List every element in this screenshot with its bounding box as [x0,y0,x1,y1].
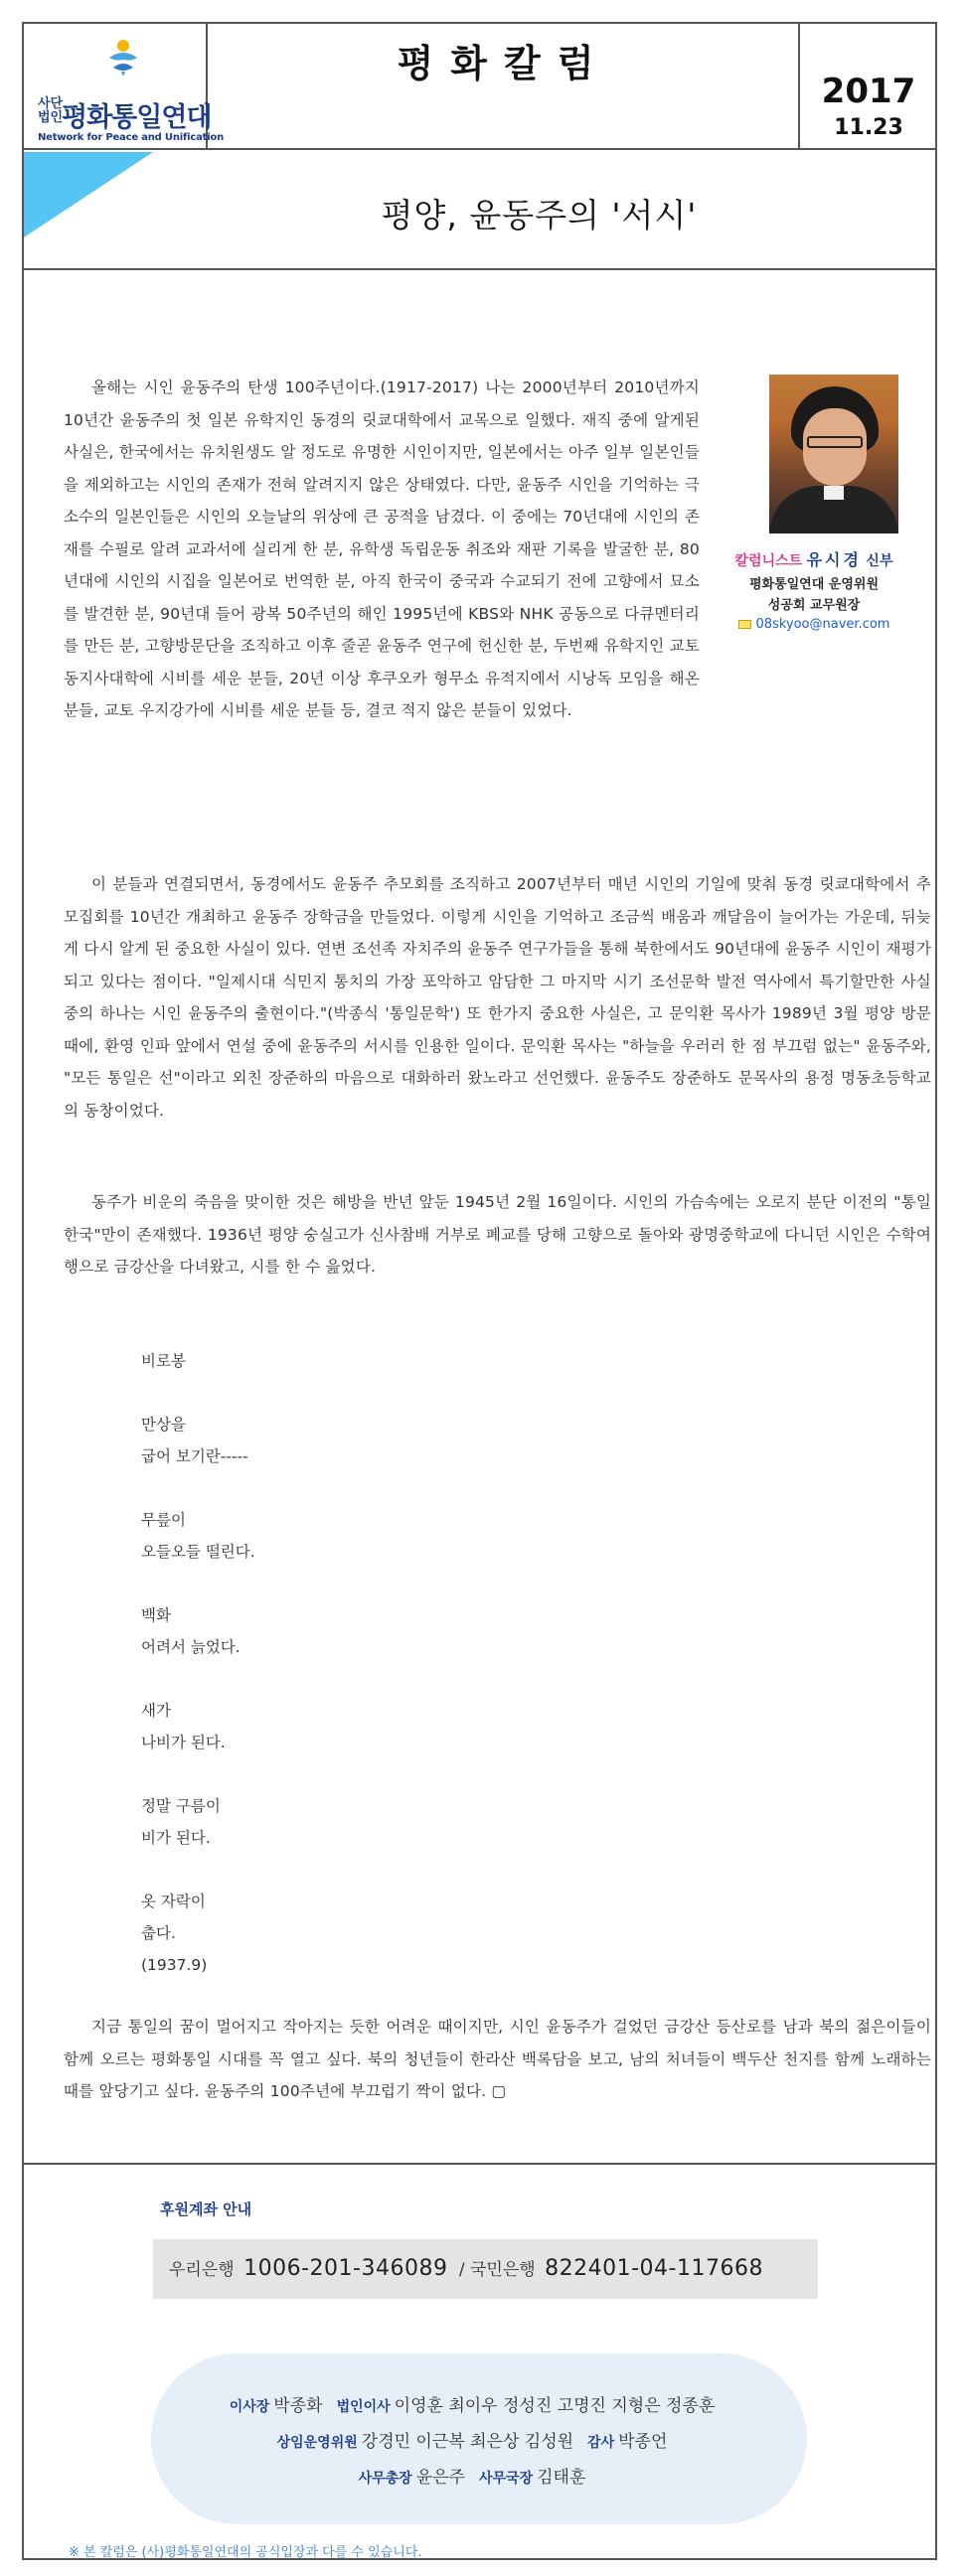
officer-role: 사무국장 [479,2471,534,2487]
poem-line: 굽어 보기란----- [141,1447,248,1465]
poem-line [141,1568,539,1599]
bank-2-account: 822401-04-117668 [545,2256,763,2281]
officer-role: 이사장 [229,2399,270,2415]
officers-row [151,2427,807,2452]
disclaimer: ※ 본 칼럼은 (사)평화통일연대의 공식입장과 다를 수 있습니다. [69,2545,422,2560]
account-separator: / [458,2260,465,2280]
logo [24,24,225,148]
author-name-line [710,547,918,570]
author-name: 유시경 [806,550,862,569]
donation-accounts [153,2239,818,2299]
author-email-line[interactable] [710,617,918,632]
bank-2-name: 국민은행 [470,2260,536,2280]
column-frame [22,22,937,2560]
author-position-1: 평화통일연대 운영위원 [748,577,880,592]
poem-line: 백화 [141,1606,171,1624]
author-role: 칼럼니스트 [734,553,803,569]
poem-line: 무릎이 [141,1511,186,1529]
officer-role: 감사 [587,2435,615,2451]
dove-logo-icon [103,36,143,85]
poem-line [141,1377,539,1409]
logo-org-name: 평화통일연대 [62,102,212,133]
author-title: 신부 [866,553,893,569]
poem-line: 새가 [141,1702,171,1720]
officers-oval [151,2353,807,2524]
mail-icon [738,620,751,629]
officer-names: 윤은주 [415,2468,465,2488]
officer-names: 김태훈 [537,2468,586,2488]
poem-line [141,1472,539,1504]
poem-line: 정말 구름이 [141,1797,221,1815]
poem-line [141,1663,539,1695]
paragraph-4-text: 지금 통일의 꿈이 멀어지고 작아지는 듯한 어려운 때이지만, 시인 윤동주가 걸었던 금강산 등산로를 남과 북의 젊은이들이 함께 오르는 평화통일 시대를 꼭 열고 싶다. 북의 청년들이 한라산 백록담을 보고, 남의 처녀들이 백두산 천지를 함께 노래하는 때를 앞당기고 싶다. 윤동주의 100주년에 부끄럽기 짝이 없다. ▢ [64,2018,931,2100]
paragraph-4 [64,2011,931,2108]
logo-english-name: Network for Peace and Unification [38,132,225,143]
header [24,24,935,150]
footer-divider [24,2163,935,2165]
poem-line: 오들오들 떨린다. [141,1543,255,1561]
officer-names: 박종화 [273,2396,323,2416]
poem-line: 비가 된다. [141,1829,211,1847]
poem-line: 춥다. [141,1924,176,1942]
author-photo [769,375,898,533]
author-email[interactable]: 08skyoo@naver.com [755,617,890,632]
officer-role: 사무총장 [358,2471,412,2487]
poem-line: 나비가 된다. [141,1734,226,1751]
poem-line: 비로봉 [141,1352,186,1370]
officer-role: 법인이사 [336,2399,391,2415]
date-block [798,24,935,148]
poem-line: (1937.9) [141,1956,208,1974]
logo-corporation-label: 사단 법인 [38,96,64,125]
poem [141,1345,539,1981]
officer-role: 상임운영위원 [276,2435,358,2451]
poem-line: 만상을 [141,1416,186,1434]
paragraph-3-text: 동주가 비운의 죽음을 맞이한 것은 해방을 반년 앞둔 1945년 2월 16일이다. 시인의 가슴속에는 오로지 분단 이전의 "통일 한국"만이 존재했다. 1936년 평양 숭실고가 신사참배 거부로 폐교를 당해 고향으로 돌아와 광명중학교에 다니던 시인은 수학여행으로 금강산을 다녀왔고, 시를 한 수 읊었다. [64,1193,931,1276]
officer-names: 이영훈 최이우 정성진 고명진 지형은 정종훈 [394,2396,716,2416]
paragraph-2 [64,868,931,1127]
paragraph-1-text: 올해는 시인 윤동주의 탄생 100주년이다.(1917-2017) 나는 2000년부터 2010년까지 10년간 윤동주의 첫 일본 유학지인 동경의 릿쿄대학에서 교목으로 일했다. 재직 중에 알게된 사실은, 한국에서는 유치원생도 알 정도로 유명한 시인이지만, 일본에서는 아주 일부 일본인들을 제외하고는 시인의 존재가 전혀 알려지지 않은 상태였다. 다만, 윤동주 시인을 기억하는 극소수의 일본인들은 시인의 오늘날의 위상에 큰 공적을 남겼다. 이 중에는 70년대에 시인의 존재를 수필로 알려 교과서에 실리게 한 분, 유학생 독립운동 취조와 재판 기록을 발굴한 분, 80년대에 시인의 시집을 일본어로 번역한 분, 아직 한국이 중국과 수교되기 전에 고향에서 묘소를 발견한 분, 90년대 들어 광복 50주년의 해인 1995년에 KBS와 NHK 공동으로 다큐멘터리를 만든 분, 고향방문단을 조직하고 이후 줄곧 윤동주 연구에 헌신한 분, 두번째 유학지인 교토 동지사대학에 시비를 세운 분들, 20년 이상 후쿠오카 형무소 유적지에서 시낭독 모임을 해온 분들, 교토 우지강가에 시비를 세운 분들 등, 결코 적지 않은 분들이 있었다. [64,379,700,719]
bank-1-name: 우리은행 [169,2260,235,2280]
donation-title: 후원계좌 안내 [160,2200,252,2218]
poem-line [141,1854,539,1886]
officers-row [151,2463,807,2488]
author-position-2: 성공회 교무원장 [767,598,861,613]
title-divider [24,268,935,270]
paragraph-3 [64,1186,931,1284]
bank-1-account: 1006-201-346089 [243,2256,448,2281]
paragraph-1 [64,372,700,727]
officer-names: 강경민 이근복 최은상 김성원 [361,2432,574,2452]
paragraph-2-text: 이 분들과 연결되면서, 동경에서도 윤동주 추모회를 조직하고 2007년부터 매년 시인의 기일에 맞춰 동경 릿쿄대학에서 추모집회를 10년간 개최하고 윤동주 장학금을 만들었다. 이렇게 시인을 기억하고 조금씩 배움과 깨달음이 늘어가는 가운데, 뒤늦게 다시 알게 된 중요한 사실이 있다. 연변 조선족 자치주의 윤동주 연구가들을 통해 북한에서도 90년대에 윤동주 시인이 재평가되고 있다는 점이다. "일제시대 식민지 통치의 가장 포악하고 암담한 그 마지막 시기 조선문학 발전 역사에서 특기할만한 사실 중의 하나는 시인 윤동주의 출현이다."(박종식 '통일문학') 또 한가지 중요한 사실은, 고 문익환 목사가 1989년 3월 평양 방문 때에, 환영 인파 앞에서 연설 중에 윤동주의 서시를 인용한 일이다. 문익환 목사는 "하늘을 우러러 한 점 부끄럼 없는" 윤동주와, "모든 통일은 선"이라고 외친 장준하의 마음으로 대화하러 왔노라고 선언했다. 윤동주도 장준하도 문목사의 용정 명동초등학교의 동창이었다. [64,875,931,1120]
article-title: 평양, 윤동주의 '서시' [381,196,698,234]
date-year: 2017 [821,72,916,111]
officers-row [151,2391,807,2416]
date-day: 11.23 [834,115,903,140]
officer-names: 박종언 [618,2432,668,2452]
poem-line: 옷 자락이 [141,1893,206,1910]
column-title: 평화칼럼 [397,42,611,85]
poem-line: 어려서 늙었다. [141,1638,241,1656]
poem-line [141,1758,539,1790]
